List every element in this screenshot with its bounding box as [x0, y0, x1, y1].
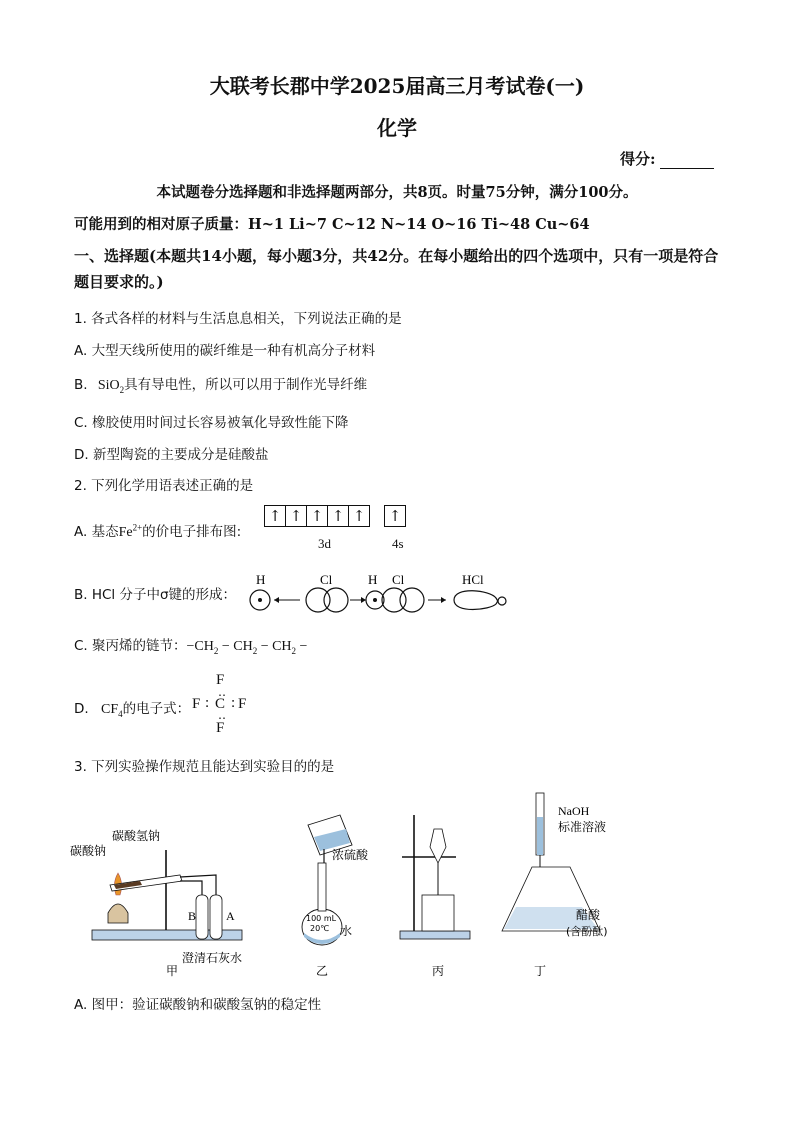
naoh-solution — [537, 817, 543, 855]
cf4-c: C — [215, 696, 226, 712]
label-h2so4: 浓硫酸 — [332, 848, 369, 862]
fe-ion — [118, 522, 143, 540]
label-phenolphthalein: (含酚酞) — [566, 925, 608, 938]
q2-option-a — [74, 520, 241, 541]
figure-bing — [400, 815, 470, 978]
orbital-4s: ↑ — [384, 505, 406, 527]
cl-lobe-right — [324, 588, 348, 612]
q1-b-text: 具有导电性，所以可以用于制作光导纤维 — [124, 377, 368, 393]
atomic-masses: 可能用到的相对原子质量：H~1 Li~7 C~12 N~14 O~16 Ti~48 Cu~64 — [74, 216, 590, 233]
fe-charge: 2+ — [132, 522, 143, 533]
q1-option-b — [74, 373, 367, 395]
label-flask-volume: 100 mL — [306, 914, 337, 923]
h-electron-2 — [373, 598, 377, 602]
label-naoh: NaOH — [558, 804, 590, 818]
question-2-stem: 2. 下列化学用语表述正确的是 — [74, 478, 254, 494]
cl-lobe-2a — [382, 588, 406, 612]
exam-intro: 本试题卷分选择题和非选择题两部分，共8页。时量75分钟，满分100分。 — [156, 184, 638, 201]
cf4-f-left: F — [192, 696, 201, 712]
flask-neck — [318, 863, 326, 911]
label-limewater: 澄清石灰水 — [182, 951, 243, 965]
q1-b-prefix: B. — [74, 377, 88, 393]
orbital-3d-1: ↑ — [264, 505, 285, 527]
c-part-4: − — [296, 639, 308, 654]
cf4-f-bottom: F — [216, 720, 225, 736]
figure-jia — [70, 828, 242, 978]
q2-c-text: C. 聚丙烯的链节： — [74, 638, 187, 654]
label-nahco3: 碳酸氢钠 — [112, 829, 161, 843]
label-a: A — [226, 909, 235, 923]
cf4-symbol: CF — [100, 702, 119, 717]
test-tube-a — [210, 895, 222, 939]
orbital-3d-2: ↑ — [285, 505, 306, 527]
c-sub-2: 2 — [252, 645, 258, 656]
polypropylene-unit — [187, 639, 308, 654]
cf4-colon-right: : — [231, 695, 236, 711]
hcl-label: HCl — [462, 572, 484, 587]
h-label-2: H — [368, 572, 378, 587]
label-flask-temp: 20℃ — [310, 924, 330, 933]
cf4-colon-left: : — [205, 695, 210, 711]
apparatus-figures — [70, 785, 710, 985]
figure-ding — [502, 793, 608, 978]
bing-beaker — [422, 895, 454, 931]
arrow-product-head — [441, 597, 446, 603]
label-b: B — [188, 909, 197, 923]
score-field — [620, 148, 714, 169]
q3-option-a: A. 图甲：验证碳酸钠和碳酸氢钠的稳定性 — [74, 997, 322, 1013]
cf4-f-top: F — [216, 672, 225, 688]
score-blank — [660, 153, 714, 169]
fig-jia-label: 甲 — [166, 964, 179, 978]
c-sub-1: 2 — [213, 645, 219, 656]
h-electron — [258, 598, 262, 602]
cf4-dots-bottom: ‥ — [218, 708, 227, 722]
cf4-subscript: 4 — [118, 708, 123, 719]
q2-a-text: 的价电子排布图: — [142, 524, 242, 540]
q2-a-prefix: A. 基态 — [74, 524, 119, 540]
cl-label-2: Cl — [392, 572, 405, 587]
hcl-orbital — [454, 591, 498, 610]
fig-ding-label: 丁 — [534, 964, 547, 978]
alcohol-lamp — [108, 904, 128, 923]
cf4-dots-top: ‥ — [218, 685, 227, 699]
q1-b-formula — [98, 378, 124, 393]
q1-option-c: C. 橡胶使用时间过长容易被氧化导致性能下降 — [74, 415, 349, 431]
q2-d-text: 的电子式： — [122, 701, 191, 717]
q1-option-d: D. 新型陶瓷的主要成分是硅酸盐 — [74, 447, 269, 463]
cl-atom-label: Cl — [320, 572, 333, 587]
q1-option-a: A. 大型天线所使用的碳纤维是一种有机高分子材料 — [74, 343, 376, 359]
fig-bing-label: 丙 — [432, 964, 445, 978]
score-label: 得分: — [620, 150, 656, 168]
fig-yi-label: 乙 — [316, 964, 329, 978]
hcl-small-lobe — [498, 597, 506, 605]
cl-lobe-2b — [400, 588, 424, 612]
cl-lobe-left — [306, 588, 330, 612]
label-4s: 4s — [392, 536, 404, 551]
label-acetic: 醋酸 — [576, 908, 601, 922]
orbital-3d-4: ↑ — [327, 505, 348, 527]
cf4-formula — [101, 702, 123, 717]
orbital-gap — [370, 505, 384, 527]
sigma-bond-diagram — [240, 568, 510, 620]
q2-option-b: B. HCl 分子中σ键的形成： — [74, 587, 237, 603]
test-tube-b — [196, 895, 208, 939]
question-3-stem: 3. 下列实验操作规范且能达到实验目的的是 — [74, 759, 335, 775]
cf4-f-right: F — [238, 696, 247, 712]
arrow-left-head — [274, 597, 279, 603]
q2-d-prefix: D. — [74, 701, 89, 717]
c-part-2: − CH — [218, 639, 253, 654]
sio2-symbol: SiO — [97, 378, 120, 393]
label-na2co3: 碳酸钠 — [70, 844, 107, 858]
exam-title: 大联考长郡中学2025届高三月考试卷(一) — [209, 74, 585, 98]
figure-yi — [302, 815, 369, 978]
orbital-3d-5: ↑ — [348, 505, 370, 527]
separatory-funnel — [430, 829, 446, 863]
subject-title: 化学 — [377, 116, 417, 140]
section-heading: 一、选择题(本题共14小题，每小题3分，共42分。在每小题给出的四个选项中，只有一项是符合题目要求的。) — [74, 247, 719, 291]
c-sub-3: 2 — [291, 645, 297, 656]
arrow-right-head — [361, 597, 366, 603]
label-water: 水 — [340, 924, 353, 938]
fe-symbol: Fe — [118, 525, 133, 540]
h-atom-label: H — [256, 572, 266, 587]
bing-base — [400, 931, 470, 939]
c-part-1: −CH — [186, 639, 214, 654]
orbital-diagram — [264, 505, 406, 527]
q2-option-c — [74, 634, 307, 656]
sio2-subscript: 2 — [119, 384, 125, 395]
label-std-solution: 标准溶液 — [558, 820, 607, 834]
label-3d: 3d — [318, 536, 331, 551]
orbital-3d-3: ↑ — [306, 505, 327, 527]
question-1-stem: 1. 各式各样的材料与生活息息相关，下列说法正确的是 — [74, 311, 402, 327]
q2-option-d — [74, 697, 190, 719]
c-part-3: − CH — [257, 639, 292, 654]
